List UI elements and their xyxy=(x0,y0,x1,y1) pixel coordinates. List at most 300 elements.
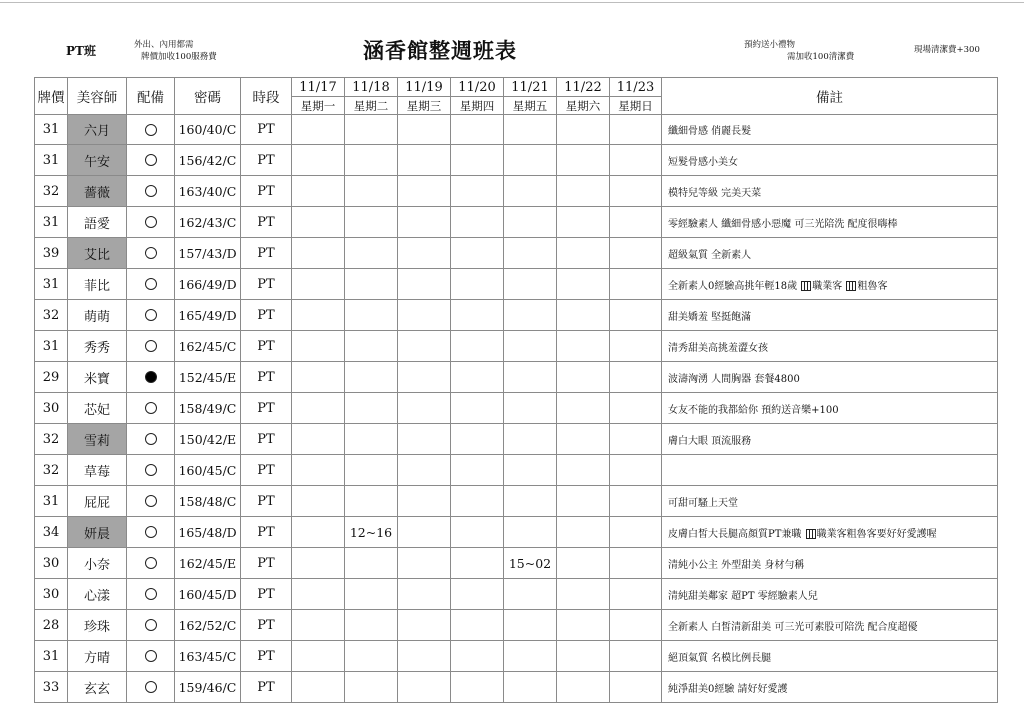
badge-icon xyxy=(806,529,816,539)
schedule-cell[interactable] xyxy=(292,486,345,517)
schedule-cell[interactable] xyxy=(398,362,451,393)
schedule-cell[interactable] xyxy=(292,579,345,610)
col-header-stylist: 美容師 xyxy=(68,78,127,115)
schedule-cell[interactable] xyxy=(345,115,398,145)
remark-cell: 纖細骨感 俏麗長髮 xyxy=(662,115,998,145)
schedule-cell[interactable] xyxy=(345,672,398,703)
schedule-cell[interactable] xyxy=(292,331,345,362)
remark-cell xyxy=(662,517,998,548)
schedule-cell[interactable] xyxy=(398,145,451,176)
schedule-cell[interactable] xyxy=(557,145,610,176)
schedule-cell[interactable] xyxy=(398,424,451,455)
equip-cell xyxy=(127,207,175,238)
equip-cell xyxy=(127,455,175,486)
schedule-cell[interactable] xyxy=(504,331,557,362)
remark-cell: 女友不能的我都給你 預約送音樂+100 xyxy=(662,393,998,424)
schedule-cell[interactable] xyxy=(451,486,504,517)
date-header: 11/17 xyxy=(292,78,345,97)
schedule-cell[interactable] xyxy=(557,486,610,517)
price-cell: 31 xyxy=(35,269,68,300)
schedule-cell[interactable] xyxy=(610,548,662,579)
remark-cell: 清純小公主 外型甜美 身材勻稱 xyxy=(662,548,998,579)
schedule-cell[interactable] xyxy=(345,207,398,238)
schedule-cell[interactable] xyxy=(610,331,662,362)
stylist-name: 語愛 xyxy=(68,207,127,238)
schedule-cell[interactable] xyxy=(398,300,451,331)
hollow-circle-icon xyxy=(145,124,157,136)
hollow-circle-icon xyxy=(145,433,157,445)
code-cell: 162/52/C xyxy=(175,610,241,641)
schedule-cell[interactable] xyxy=(292,176,345,207)
schedule-cell[interactable] xyxy=(451,610,504,641)
hollow-circle-icon xyxy=(145,495,157,507)
schedule-cell[interactable] xyxy=(557,517,610,548)
schedule-cell[interactable] xyxy=(504,517,557,548)
schedule-cell[interactable] xyxy=(557,610,610,641)
hollow-circle-icon xyxy=(145,309,157,321)
schedule-cell[interactable] xyxy=(398,486,451,517)
price-cell: 31 xyxy=(35,145,68,176)
remark-cell: 超級氣質 全新素人 xyxy=(662,238,998,269)
schedule-cell[interactable] xyxy=(610,641,662,672)
note-top-right-1: 預約送小禮物 xyxy=(744,40,796,50)
schedule-cell[interactable] xyxy=(451,579,504,610)
stylist-name: 菲比 xyxy=(68,269,127,300)
schedule-cell[interactable] xyxy=(557,300,610,331)
schedule-cell[interactable] xyxy=(345,579,398,610)
session-cell: PT xyxy=(241,176,292,207)
date-header: 11/21 xyxy=(504,78,557,97)
date-header: 11/22 xyxy=(557,78,610,97)
date-header: 11/19 xyxy=(398,78,451,97)
equip-cell xyxy=(127,269,175,300)
schedule-cell[interactable] xyxy=(557,115,610,145)
schedule-cell[interactable] xyxy=(292,424,345,455)
code-cell: 165/48/D xyxy=(175,517,241,548)
schedule-body xyxy=(35,115,998,703)
schedule-cell[interactable] xyxy=(504,393,557,424)
code-cell: 156/42/C xyxy=(175,145,241,176)
schedule-cell[interactable] xyxy=(398,176,451,207)
schedule-cell[interactable] xyxy=(504,362,557,393)
schedule-cell[interactable]: 12~16 xyxy=(345,517,398,548)
remark-part: 職業客 xyxy=(812,280,846,292)
schedule-cell[interactable] xyxy=(398,579,451,610)
schedule-cell[interactable] xyxy=(451,641,504,672)
schedule-cell[interactable] xyxy=(504,455,557,486)
schedule-cell[interactable] xyxy=(557,331,610,362)
schedule-cell[interactable] xyxy=(292,362,345,393)
price-cell: 31 xyxy=(35,641,68,672)
schedule-cell[interactable]: 15~02 xyxy=(504,548,557,579)
code-cell: 162/45/C xyxy=(175,331,241,362)
price-cell: 33 xyxy=(35,672,68,703)
remark-cell: 清秀甜美高挑羞澀女孩 xyxy=(662,331,998,362)
schedule-cell[interactable] xyxy=(398,672,451,703)
table-row xyxy=(35,610,998,641)
schedule-cell[interactable] xyxy=(292,115,345,145)
stylist-name: 秀秀 xyxy=(68,331,127,362)
schedule-cell[interactable] xyxy=(557,455,610,486)
remark-part: 職業客粗魯客要好好愛護喔 xyxy=(816,528,937,540)
schedule-cell[interactable] xyxy=(451,548,504,579)
schedule-cell[interactable] xyxy=(398,641,451,672)
schedule-cell[interactable] xyxy=(557,548,610,579)
schedule-cell[interactable] xyxy=(292,517,345,548)
remark-cell: 零經驗素人 纖細骨感小惡魔 可三光陪洗 配度很嗨棒 xyxy=(662,207,998,238)
remark-cell: 模特兒等級 完美天菜 xyxy=(662,176,998,207)
table-row xyxy=(35,207,998,238)
code-cell: 150/42/E xyxy=(175,424,241,455)
schedule-cell[interactable] xyxy=(451,517,504,548)
stylist-name: 六月 xyxy=(68,115,127,145)
schedule-cell[interactable] xyxy=(504,579,557,610)
schedule-cell[interactable] xyxy=(504,610,557,641)
session-cell: PT xyxy=(241,641,292,672)
remark-cell: 全新素人 白皙清新甜美 可三光可素股可陪洗 配合度超優 xyxy=(662,610,998,641)
table-row xyxy=(35,548,998,579)
schedule-cell[interactable] xyxy=(557,269,610,300)
price-cell: 30 xyxy=(35,393,68,424)
equip-cell xyxy=(127,486,175,517)
equip-cell xyxy=(127,610,175,641)
schedule-cell[interactable] xyxy=(292,548,345,579)
remark-cell: 可甜可騷上天堂 xyxy=(662,486,998,517)
badge-icon xyxy=(801,281,811,291)
schedule-cell[interactable] xyxy=(610,424,662,455)
weekday-header: 星期一 xyxy=(292,97,345,115)
schedule-cell[interactable] xyxy=(345,145,398,176)
table-row xyxy=(35,672,998,703)
schedule-cell[interactable] xyxy=(451,145,504,176)
note-top-left-1: 外出、內用都需 xyxy=(134,40,194,50)
equip-cell xyxy=(127,672,175,703)
schedule-cell[interactable] xyxy=(557,579,610,610)
schedule-cell[interactable] xyxy=(557,424,610,455)
table-row xyxy=(35,300,998,331)
price-cell: 31 xyxy=(35,486,68,517)
stylist-name: 雪莉 xyxy=(68,424,127,455)
schedule-cell[interactable] xyxy=(345,362,398,393)
schedule-cell[interactable] xyxy=(610,672,662,703)
schedule-cell[interactable] xyxy=(345,548,398,579)
session-cell: PT xyxy=(241,579,292,610)
schedule-cell[interactable] xyxy=(398,331,451,362)
schedule-cell[interactable] xyxy=(557,641,610,672)
session-cell: PT xyxy=(241,145,292,176)
date-header: 11/20 xyxy=(451,78,504,97)
schedule-cell[interactable] xyxy=(345,610,398,641)
hollow-circle-icon xyxy=(145,154,157,166)
schedule-cell[interactable] xyxy=(504,207,557,238)
schedule-cell[interactable] xyxy=(398,207,451,238)
code-cell: 162/43/C xyxy=(175,207,241,238)
stylist-name: 草莓 xyxy=(68,455,127,486)
equip-cell xyxy=(127,176,175,207)
code-cell: 160/40/C xyxy=(175,115,241,145)
schedule-cell[interactable] xyxy=(610,393,662,424)
stylist-name: 芯妃 xyxy=(68,393,127,424)
schedule-cell[interactable] xyxy=(451,238,504,269)
schedule-cell[interactable] xyxy=(451,269,504,300)
schedule-cell[interactable] xyxy=(610,300,662,331)
schedule-cell[interactable] xyxy=(610,269,662,300)
weekday-header: 星期五 xyxy=(504,97,557,115)
col-header-code: 密碼 xyxy=(175,78,241,115)
schedule-cell[interactable] xyxy=(504,115,557,145)
weekday-header: 星期二 xyxy=(345,97,398,115)
remark-cell: 波濤洶湧 人間胸器 套餐4800 xyxy=(662,362,998,393)
hollow-circle-icon xyxy=(145,216,157,228)
schedule-cell[interactable] xyxy=(451,393,504,424)
schedule-cell[interactable] xyxy=(557,672,610,703)
weekday-header: 星期日 xyxy=(610,97,662,115)
hollow-circle-icon xyxy=(145,247,157,259)
schedule-cell[interactable] xyxy=(557,238,610,269)
equip-cell xyxy=(127,300,175,331)
page-title: 涵香館整週班表 xyxy=(363,38,517,63)
remark-part: 皮膚白皙大長腿高顏質PT兼職 xyxy=(668,528,805,540)
schedule-cell[interactable] xyxy=(610,517,662,548)
schedule-cell[interactable] xyxy=(292,238,345,269)
stylist-name: 玄玄 xyxy=(68,672,127,703)
schedule-cell[interactable] xyxy=(345,641,398,672)
schedule-cell[interactable] xyxy=(345,300,398,331)
session-cell: PT xyxy=(241,486,292,517)
schedule-cell[interactable] xyxy=(504,672,557,703)
schedule-cell[interactable] xyxy=(451,672,504,703)
code-cell: 162/45/E xyxy=(175,548,241,579)
schedule-cell[interactable] xyxy=(398,238,451,269)
class-label: PT班 xyxy=(66,44,96,58)
price-cell: 39 xyxy=(35,238,68,269)
table-row xyxy=(35,641,998,672)
schedule-cell[interactable] xyxy=(345,486,398,517)
stylist-name: 方晴 xyxy=(68,641,127,672)
schedule-cell[interactable] xyxy=(610,486,662,517)
schedule-cell[interactable] xyxy=(398,610,451,641)
price-cell: 30 xyxy=(35,548,68,579)
hollow-circle-icon xyxy=(145,278,157,290)
schedule-cell[interactable] xyxy=(398,393,451,424)
schedule-cell[interactable] xyxy=(451,176,504,207)
remark-cell xyxy=(662,269,998,300)
table-row xyxy=(35,424,998,455)
date-header: 11/18 xyxy=(345,78,398,97)
schedule-cell[interactable] xyxy=(610,362,662,393)
price-cell: 30 xyxy=(35,579,68,610)
schedule-cell[interactable] xyxy=(504,269,557,300)
schedule-cell[interactable] xyxy=(451,207,504,238)
code-cell: 166/49/D xyxy=(175,269,241,300)
equip-cell xyxy=(127,641,175,672)
equip-cell xyxy=(127,579,175,610)
schedule-cell[interactable] xyxy=(504,300,557,331)
session-cell: PT xyxy=(241,393,292,424)
schedule-cell[interactable] xyxy=(610,610,662,641)
schedule-cell[interactable] xyxy=(292,455,345,486)
table-row xyxy=(35,393,998,424)
schedule-cell[interactable] xyxy=(557,393,610,424)
table-row xyxy=(35,579,998,610)
price-cell: 32 xyxy=(35,300,68,331)
equip-cell xyxy=(127,362,175,393)
price-cell: 29 xyxy=(35,362,68,393)
remark-part: 粗魯客 xyxy=(857,280,888,292)
col-header-price: 牌價 xyxy=(35,78,68,115)
code-cell: 165/49/D xyxy=(175,300,241,331)
session-cell: PT xyxy=(241,548,292,579)
schedule-cell[interactable] xyxy=(610,176,662,207)
schedule-cell[interactable] xyxy=(504,641,557,672)
equip-cell xyxy=(127,331,175,362)
schedule-cell[interactable] xyxy=(610,145,662,176)
table-row xyxy=(35,145,998,176)
filled-circle-icon xyxy=(145,371,157,383)
schedule-cell[interactable] xyxy=(398,115,451,145)
header-row-dates xyxy=(35,78,998,97)
hollow-circle-icon xyxy=(145,185,157,197)
session-cell: PT xyxy=(241,455,292,486)
schedule-cell[interactable] xyxy=(345,176,398,207)
equip-cell xyxy=(127,238,175,269)
schedule-cell[interactable] xyxy=(292,672,345,703)
session-cell: PT xyxy=(241,207,292,238)
code-cell: 163/40/C xyxy=(175,176,241,207)
schedule-cell[interactable] xyxy=(610,207,662,238)
schedule-cell[interactable] xyxy=(451,362,504,393)
equip-cell xyxy=(127,424,175,455)
schedule-cell[interactable] xyxy=(398,269,451,300)
hollow-circle-icon xyxy=(145,340,157,352)
session-cell: PT xyxy=(241,424,292,455)
equip-cell xyxy=(127,517,175,548)
code-cell: 157/43/D xyxy=(175,238,241,269)
schedule-table xyxy=(34,77,998,703)
schedule-cell[interactable] xyxy=(504,424,557,455)
stylist-name: 心漾 xyxy=(68,579,127,610)
remark-cell: 絕頂氣質 名模比例長腿 xyxy=(662,641,998,672)
equip-cell xyxy=(127,115,175,145)
price-cell: 32 xyxy=(35,424,68,455)
price-cell: 31 xyxy=(35,331,68,362)
stylist-name: 米寶 xyxy=(68,362,127,393)
stylist-name: 午安 xyxy=(68,145,127,176)
top-border-line xyxy=(0,2,1024,3)
stylist-name: 屁屁 xyxy=(68,486,127,517)
schedule-cell[interactable] xyxy=(292,393,345,424)
price-cell: 32 xyxy=(35,176,68,207)
table-row xyxy=(35,362,998,393)
note-top-left-2: 牌價加收100服務費 xyxy=(141,52,217,62)
code-cell: 163/45/C xyxy=(175,641,241,672)
price-cell: 28 xyxy=(35,610,68,641)
schedule-cell[interactable] xyxy=(345,424,398,455)
session-cell: PT xyxy=(241,331,292,362)
col-header-remark: 備註 xyxy=(662,78,998,115)
schedule-cell[interactable] xyxy=(557,176,610,207)
price-cell: 31 xyxy=(35,207,68,238)
schedule-cell[interactable] xyxy=(451,300,504,331)
weekday-header: 星期三 xyxy=(398,97,451,115)
remark-cell: 純淨甜美0經驗 請好好愛護 xyxy=(662,672,998,703)
table-row xyxy=(35,115,998,145)
weekday-header: 星期六 xyxy=(557,97,610,115)
session-cell: PT xyxy=(241,672,292,703)
hollow-circle-icon xyxy=(145,619,157,631)
code-cell: 160/45/C xyxy=(175,455,241,486)
schedule-cell[interactable] xyxy=(557,362,610,393)
schedule-cell[interactable] xyxy=(345,269,398,300)
schedule-cell[interactable] xyxy=(451,331,504,362)
schedule-cell[interactable] xyxy=(504,145,557,176)
schedule-cell[interactable] xyxy=(504,238,557,269)
schedule-cell[interactable] xyxy=(292,145,345,176)
price-cell: 34 xyxy=(35,517,68,548)
weekday-header: 星期四 xyxy=(451,97,504,115)
schedule-cell[interactable] xyxy=(610,238,662,269)
remark-part: 全新素人0經驗高挑年輕18歲 xyxy=(668,280,801,292)
schedule-cell[interactable] xyxy=(504,486,557,517)
schedule-cell[interactable] xyxy=(345,393,398,424)
equip-cell xyxy=(127,548,175,579)
code-cell: 158/48/C xyxy=(175,486,241,517)
price-cell: 32 xyxy=(35,455,68,486)
schedule-cell[interactable] xyxy=(610,455,662,486)
schedule-cell[interactable] xyxy=(345,238,398,269)
note-far-right: 現場清潔費+300 xyxy=(914,45,980,55)
session-cell: PT xyxy=(241,115,292,145)
table-row xyxy=(35,238,998,269)
stylist-name: 薔薇 xyxy=(68,176,127,207)
stylist-name: 萌萌 xyxy=(68,300,127,331)
schedule-cell[interactable] xyxy=(504,176,557,207)
hollow-circle-icon xyxy=(145,526,157,538)
schedule-cell[interactable] xyxy=(610,579,662,610)
remark-cell: 膚白大眼 頂流服務 xyxy=(662,424,998,455)
schedule-cell[interactable] xyxy=(557,207,610,238)
hollow-circle-icon xyxy=(145,402,157,414)
schedule-cell[interactable] xyxy=(292,207,345,238)
session-cell: PT xyxy=(241,517,292,548)
hollow-circle-icon xyxy=(145,557,157,569)
schedule-cell[interactable] xyxy=(398,455,451,486)
code-cell: 160/45/D xyxy=(175,579,241,610)
schedule-cell[interactable] xyxy=(292,610,345,641)
schedule-cell[interactable] xyxy=(345,331,398,362)
remark-cell: 甜美嬌羞 堅挺飽滿 xyxy=(662,300,998,331)
schedule-cell[interactable] xyxy=(451,424,504,455)
schedule-cell[interactable] xyxy=(398,517,451,548)
schedule-cell[interactable] xyxy=(292,300,345,331)
date-header: 11/23 xyxy=(610,78,662,97)
stylist-name: 艾比 xyxy=(68,238,127,269)
remark-cell: 短髮骨感小美女 xyxy=(662,145,998,176)
stylist-name: 珍珠 xyxy=(68,610,127,641)
schedule-cell[interactable] xyxy=(610,115,662,145)
schedule-cell[interactable] xyxy=(451,455,504,486)
session-cell: PT xyxy=(241,362,292,393)
schedule-cell[interactable] xyxy=(292,641,345,672)
schedule-cell[interactable] xyxy=(451,115,504,145)
session-cell: PT xyxy=(241,610,292,641)
schedule-cell[interactable] xyxy=(292,269,345,300)
schedule-cell[interactable] xyxy=(345,455,398,486)
table-row xyxy=(35,176,998,207)
session-cell: PT xyxy=(241,238,292,269)
schedule-cell[interactable] xyxy=(398,548,451,579)
code-cell: 158/49/C xyxy=(175,393,241,424)
